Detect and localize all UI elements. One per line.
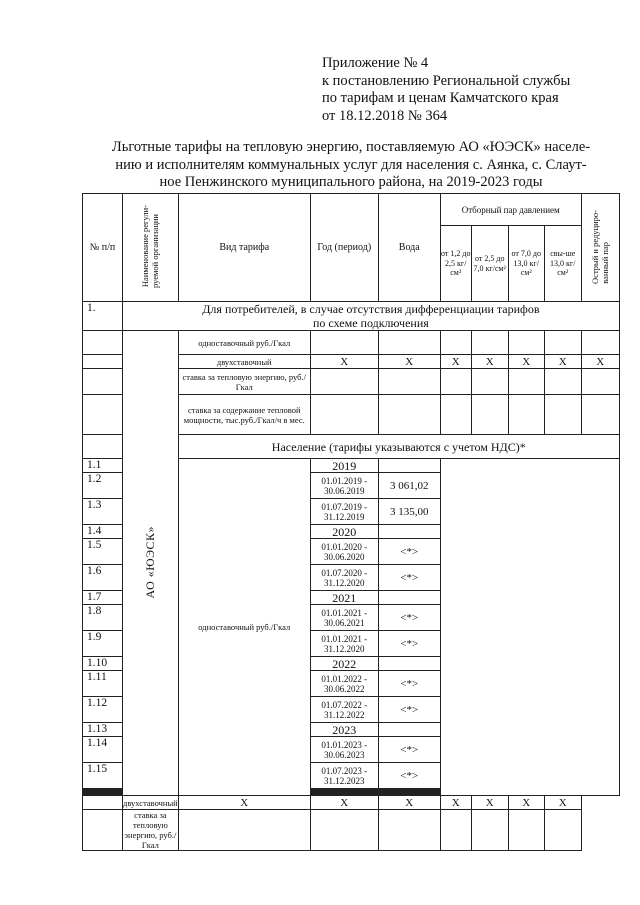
x-mark: Х <box>378 796 440 810</box>
empty-cell <box>83 331 123 355</box>
header-org-text-a: Наименование регули- <box>140 205 151 288</box>
title-line-2: нию и исполнителям коммунальных услуг для населения с. Аянка, с. Слаут- <box>115 156 587 173</box>
water-value <box>378 657 440 671</box>
water-value <box>378 591 440 605</box>
header-org-text-b: руемой организации <box>150 213 161 288</box>
empty-cell <box>440 810 471 851</box>
period-cell: 01.01.2021 - 30.06.2021 <box>310 605 378 631</box>
org-name: АО «ЮЭСК» <box>143 525 158 599</box>
empty-cell <box>378 369 440 395</box>
x-mark: Х <box>178 796 310 810</box>
x-mark: Х <box>581 355 619 369</box>
header-steam-2: от 2,5 до 7,0 кг/см² <box>471 226 508 302</box>
empty-cell <box>310 810 378 851</box>
empty-cell <box>83 395 123 435</box>
empty-cell <box>378 810 440 851</box>
header-year: Год (период) <box>310 194 378 302</box>
water-value <box>378 723 440 737</box>
resolution-date: от 18.12.2018 № 364 <box>322 107 448 124</box>
empty-cell <box>544 395 581 435</box>
water-value <box>378 459 440 473</box>
water-value: <*> <box>378 631 440 657</box>
empty-cell <box>83 435 123 459</box>
x-mark: Х <box>544 355 581 369</box>
empty-cell <box>440 331 471 355</box>
empty-cell <box>310 369 378 395</box>
one-rate-label: одноставочный руб./Гкал <box>178 331 310 355</box>
row-num: 1.3 <box>83 499 123 525</box>
title-line-1: Льготные тарифы на тепловую энергию, поставляемую АО «ЮЭСК» населе- <box>111 139 591 155</box>
row-num: 1.13 <box>83 723 123 737</box>
x-mark: Х <box>440 796 471 810</box>
resolution-line: к постановлению Региональной службы <box>322 72 571 89</box>
energy-rate-label: ставка за тепловую энергию, руб./Гкал <box>178 369 310 395</box>
empty-cell <box>378 331 440 355</box>
row-num: 1.12 <box>83 697 123 723</box>
water-value: <*> <box>378 565 440 591</box>
empty-cell <box>544 810 581 851</box>
title-line-3: ное Пенжинского муниципального района, на 2019-2023 годы <box>159 174 543 190</box>
empty-cell <box>83 355 123 369</box>
period-cell: 01.01.2019 - 30.06.2019 <box>310 473 378 499</box>
x-mark: Х <box>471 796 508 810</box>
row-num: 1.7 <box>83 591 123 605</box>
one-rate-label-population: одноставочный руб./Гкал <box>178 459 310 796</box>
header-sharp-steam <box>581 194 619 302</box>
row-num: 1.5 <box>83 539 123 565</box>
x-mark: Х <box>508 355 544 369</box>
power-rate-label: ставка за содержание тепловой мощности, тыс.руб./Гкал/ч в мес. <box>178 395 310 435</box>
year-cell: 2020 <box>310 525 378 539</box>
empty-cell <box>581 369 619 395</box>
row-num: 1.6 <box>83 565 123 591</box>
empty-cell <box>544 331 581 355</box>
header-tariff-type: Вид тарифа <box>178 194 310 302</box>
header-steam-1: от 1,2 до 2,5 кг/см² <box>440 226 471 302</box>
section-1-title <box>123 302 620 331</box>
period-cell: 01.01.2020 - 30.06.2020 <box>310 539 378 565</box>
water-value: <*> <box>378 605 440 631</box>
water-value: <*> <box>378 763 440 789</box>
header-num: № п/п <box>83 194 123 302</box>
tariff-table <box>82 193 620 851</box>
water-value: 3 135,00 <box>378 499 440 525</box>
x-mark: Х <box>508 796 544 810</box>
x-mark: Х <box>310 355 378 369</box>
year-cell: 2023 <box>310 723 378 737</box>
x-mark: Х <box>310 796 378 810</box>
empty-cell <box>310 331 378 355</box>
row-num: 1.2 <box>83 473 123 499</box>
x-mark: Х <box>471 355 508 369</box>
appendix-number: Приложение № 4 <box>322 55 429 71</box>
empty-cell <box>508 369 544 395</box>
header-org <box>123 194 179 302</box>
empty-cell <box>581 331 619 355</box>
water-value: <*> <box>378 697 440 723</box>
row-num: 1.4 <box>83 525 123 539</box>
document-title <box>98 139 604 192</box>
row-num: 1.9 <box>83 631 123 657</box>
header-sharp-text-a: Острый и редуциро- <box>590 209 601 284</box>
empty-cell <box>508 810 544 851</box>
empty-cell <box>310 395 378 435</box>
empty-cell <box>178 810 310 851</box>
empty-block <box>440 459 619 796</box>
two-rate-label: двухставочный <box>123 797 178 808</box>
empty-cell <box>471 331 508 355</box>
row-num: 1.15 <box>83 763 123 789</box>
x-mark: Х <box>544 796 581 810</box>
empty-cell <box>83 810 123 851</box>
x-mark: Х <box>440 355 471 369</box>
header-sharp-text-b: ванный пар <box>600 241 611 284</box>
document-header <box>322 55 570 125</box>
period-cell: 01.07.2023 - 31.12.2023 <box>310 763 378 789</box>
period-cell: 01.01.2021 - 31.12.2020 <box>310 631 378 657</box>
org-name-cell <box>123 331 179 796</box>
empty-cell <box>83 796 123 810</box>
section-1-num: 1. <box>83 302 123 331</box>
empty-cell <box>440 369 471 395</box>
empty-cell <box>471 395 508 435</box>
period-cell: 01.07.2020 - 31.12.2020 <box>310 565 378 591</box>
two-rate-label: двухставочный <box>178 355 310 369</box>
year-cell: 2022 <box>310 657 378 671</box>
population-title: Население (тарифы указываются с учетом НДС)* <box>178 435 619 459</box>
empty-cell <box>544 369 581 395</box>
energy-rate-label: ставка за тепловую энергию, руб./Гкал <box>124 810 177 850</box>
empty-cell <box>83 369 123 395</box>
header-steam-3: от 7,0 до 13,0 кг/см² <box>508 226 544 302</box>
water-value <box>378 525 440 539</box>
authority-line: по тарифам и ценам Камчатского края <box>322 90 559 106</box>
empty-cell <box>508 331 544 355</box>
header-water: Вода <box>378 194 440 302</box>
year-cell: 2019 <box>310 459 378 473</box>
water-value: <*> <box>378 737 440 763</box>
row-num: 1.11 <box>83 671 123 697</box>
water-value: <*> <box>378 539 440 565</box>
empty-cell <box>508 395 544 435</box>
header-steam-group: Отборный пар давлением <box>440 194 581 226</box>
year-cell: 2021 <box>310 591 378 605</box>
empty-cell <box>471 810 508 851</box>
empty-cell <box>440 395 471 435</box>
empty-cell <box>581 395 619 435</box>
row-num: 1.10 <box>83 657 123 671</box>
period-cell: 01.07.2019 - 31.12.2019 <box>310 499 378 525</box>
period-cell: 01.01.2023 - 30.06.2023 <box>310 737 378 763</box>
empty-cell <box>471 369 508 395</box>
row-num: 1.14 <box>83 737 123 763</box>
header-steam-4: свы-ше 13,0 кг/см² <box>544 226 581 302</box>
x-mark: Х <box>378 355 440 369</box>
section-1-title-b: по схеме подключения <box>312 316 429 330</box>
row-num: 1.1 <box>83 459 123 473</box>
period-cell: 01.01.2022 - 30.06.2022 <box>310 671 378 697</box>
empty-cell <box>378 395 440 435</box>
period-cell: 01.07.2022 - 31.12.2022 <box>310 697 378 723</box>
row-num: 1.8 <box>83 605 123 631</box>
water-value: <*> <box>378 671 440 697</box>
water-value: 3 061,02 <box>378 473 440 499</box>
section-1-title-a: Для потребителей, в случае отсутствия дифференциации тарифов <box>202 302 540 316</box>
